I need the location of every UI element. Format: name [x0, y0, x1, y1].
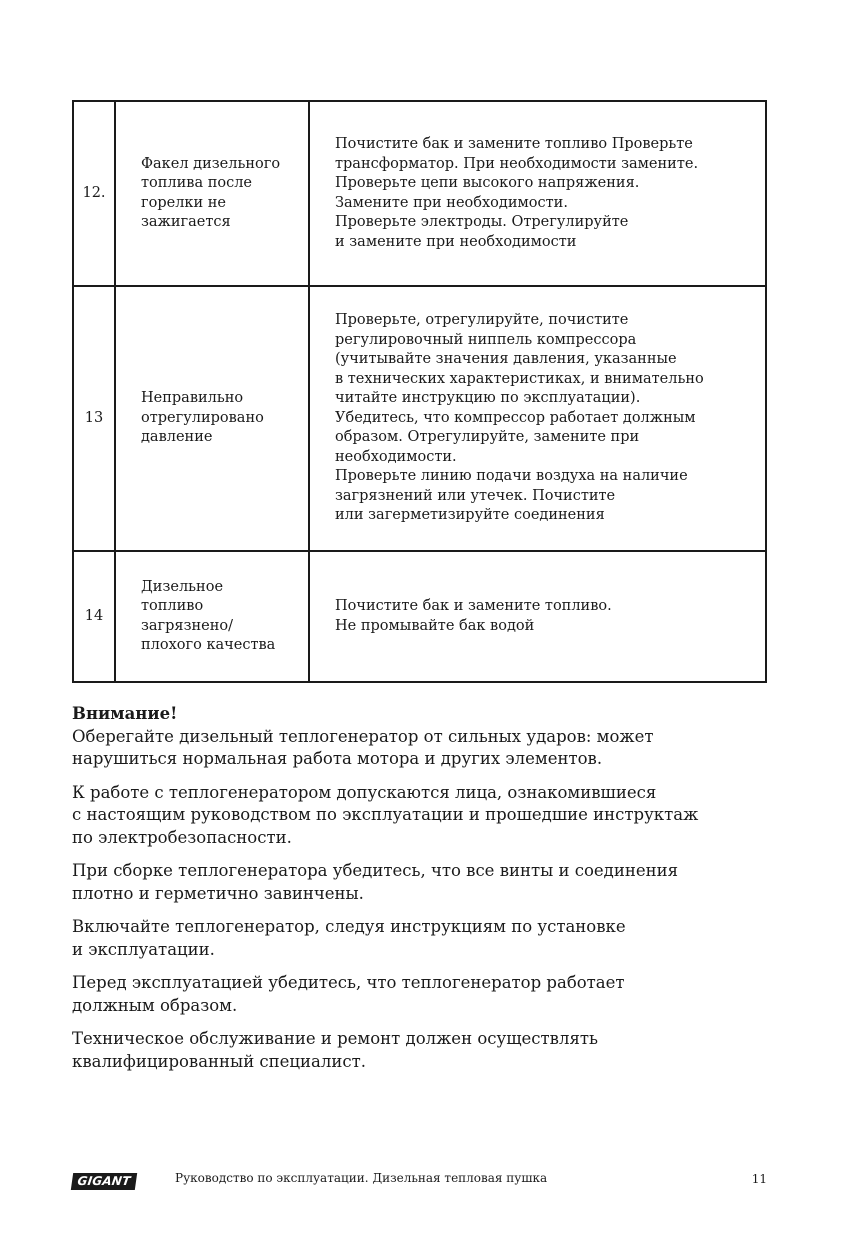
problem-line: топливо — [141, 598, 204, 614]
note-paragraph — [72, 726, 792, 771]
solution-line: Проверьте цепи высокого напряжения. — [335, 175, 640, 191]
gigant-logo: GIGANT — [71, 1173, 137, 1190]
note-line: Включайте теплогенератор, следуя инструкциям по установке — [72, 917, 626, 936]
solution-line: регулировочный ниппель компрессора — [335, 331, 637, 348]
row-number: 12. — [73, 101, 115, 286]
table-row — [73, 286, 766, 551]
footer-title: Руководство по эксплуатации. Дизельная тепловая пушка — [175, 1171, 548, 1185]
notes-heading: Внимание! — [72, 704, 178, 723]
solution-cell — [309, 101, 766, 286]
problem-line: загрязнено/ — [141, 617, 234, 634]
problem-cell — [115, 286, 309, 551]
table-row — [73, 551, 766, 682]
problem-cell — [115, 551, 309, 682]
note-line: При сборке теплогенератора убедитесь, что все винты и соединения — [72, 861, 678, 880]
table-row — [73, 101, 766, 286]
problem-line: Неправильно — [141, 390, 244, 407]
solution-line: читайте инструкцию по эксплуатации). — [335, 390, 641, 407]
solution-line: Почистите бак и замените топливо. — [335, 598, 612, 614]
problem-line: зажигается — [141, 214, 231, 230]
solution-cell — [309, 551, 766, 682]
problem-line: Дизельное — [141, 578, 224, 595]
note-line: К работе с теплогенератором допускаются лица, ознакомившиеся — [72, 782, 657, 802]
note-paragraph — [72, 972, 792, 1017]
note-line: плотно и герметично завинчены. — [72, 883, 364, 903]
row-number: 13 — [73, 286, 115, 551]
problem-line: топлива после — [141, 175, 253, 191]
solution-line: необходимости. — [335, 448, 457, 465]
solution-line: Убедитесь, что компрессор работает должным — [335, 409, 696, 426]
note-line: с настоящим руководством по эксплуатации и прошедшие инструктаж — [72, 805, 699, 824]
note-paragraph — [72, 916, 792, 961]
row-number: 14 — [73, 551, 115, 682]
solution-line: трансформатор. При необходимости замените. — [335, 155, 699, 172]
problem-line: плохого качества — [141, 637, 276, 653]
note-paragraph — [72, 782, 792, 850]
solution-line: Проверьте линию подачи воздуха на наличие — [335, 468, 688, 485]
note-line: и эксплуатации. — [72, 939, 215, 959]
problem-line: отрегулировано — [141, 409, 264, 426]
problem-line: Факел дизельного — [141, 155, 281, 172]
solution-line: Проверьте электроды. Отрегулируйте — [335, 214, 629, 230]
problem-line: давление — [141, 429, 213, 446]
problem-cell — [115, 101, 309, 286]
solution-line: Почистите бак и замените топливо Проверьте — [335, 136, 693, 152]
page-number: 11 — [751, 1172, 767, 1186]
safety-notes — [72, 703, 792, 1084]
note-paragraph — [72, 1028, 792, 1073]
solution-cell — [309, 286, 766, 551]
solution-line: загрязнений или утечек. Почистите — [335, 487, 616, 504]
note-line: нарушиться нормальная работа мотора и других элементов. — [72, 749, 603, 768]
note-paragraph — [72, 860, 792, 905]
problem-line: горелки не — [141, 194, 226, 211]
solution-line: Проверьте, отрегулируйте, почистите — [335, 312, 629, 329]
note-line: квалифицированный специалист. — [72, 1051, 366, 1071]
page-footer — [72, 1170, 767, 1192]
solution-line: образом. Отрегулируйте, замените при — [335, 429, 640, 446]
note-line: Оберегайте дизельный теплогенератор от сильных ударов: может — [72, 726, 654, 746]
note-line: Техническое обслуживание и ремонт должен осуществлять — [72, 1029, 598, 1048]
note-line: должным образом. — [72, 995, 238, 1015]
note-line: по электробезопасности. — [72, 827, 292, 847]
solution-line: Замените при необходимости. — [335, 194, 568, 211]
solution-line: Не промывайте бак водой — [335, 617, 535, 634]
solution-line: (учитывайте значения давления, указанные — [335, 351, 677, 368]
solution-line: или загерметизируйте соединения — [335, 507, 605, 524]
solution-line: и замените при необходимости — [335, 233, 577, 250]
note-line: Перед эксплуатацией убедитесь, что теплогенератор работает — [72, 973, 625, 992]
solution-line: в технических характеристиках, и внимательно — [335, 370, 704, 387]
troubleshooting-table — [72, 100, 767, 683]
